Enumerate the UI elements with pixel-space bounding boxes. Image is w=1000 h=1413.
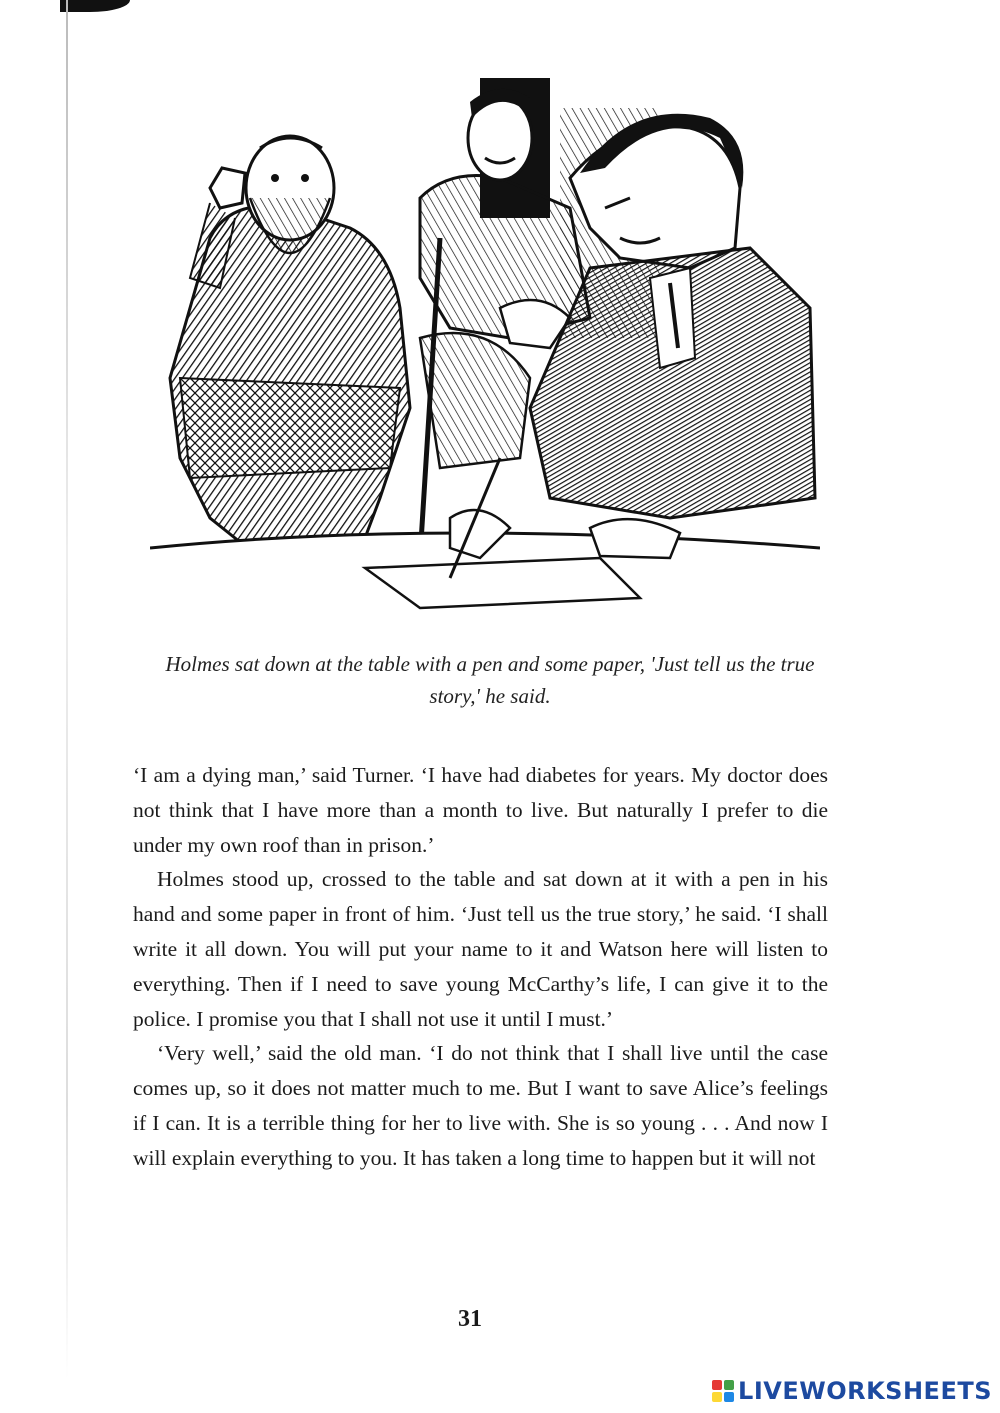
paragraph: ‘I am a dying man,’ said Turner. ‘I have had diabetes for years. My doctor does not think that I have more than a month to live. But naturally I prefer to die under my own roof than in prison.’ [133,763,828,857]
illustration-sketch-icon [150,78,820,618]
illustration-caption: Holmes sat down at the table with a pen and some paper, 'Just tell us the true story,' he said. [165,652,815,708]
logo-square [724,1380,734,1390]
logo-square [712,1380,722,1390]
scan-edge-mark [60,0,130,12]
liveworksheets-brand[interactable] [712,1375,992,1407]
brand-name: LIVEWORKSHEETS [738,1377,992,1405]
paragraph: ‘Very well,’ said the old man. ‘I do not think that I shall live until the case comes up, so it does not matter much to me. But I want to save Alice’s feelings if I can. It is a terrible thing for her to live with. She is so young . . . And now I will explain everything to you. It has taken a long time to happen but it will not [133,1041,828,1170]
paragraph: Holmes stood up, crossed to the table and sat down at it with a pen in his hand and some paper in front of him. ‘Just tell us the true story,’ he said. ‘I shall write it all down. You will put your name to it and Watson here will listen to everything. Then if I need to save young McCarthy’s life, I can give it to the police. I promise you that I shall not use it until I must.’ [133,867,828,1031]
book-illustration [150,78,820,618]
story-text [133,758,828,1176]
liveworksheets-logo-icon [712,1380,734,1402]
logo-square [712,1392,722,1402]
logo-square [724,1392,734,1402]
scan-left-edge [66,0,68,1380]
page-number: 31 [458,1306,482,1332]
